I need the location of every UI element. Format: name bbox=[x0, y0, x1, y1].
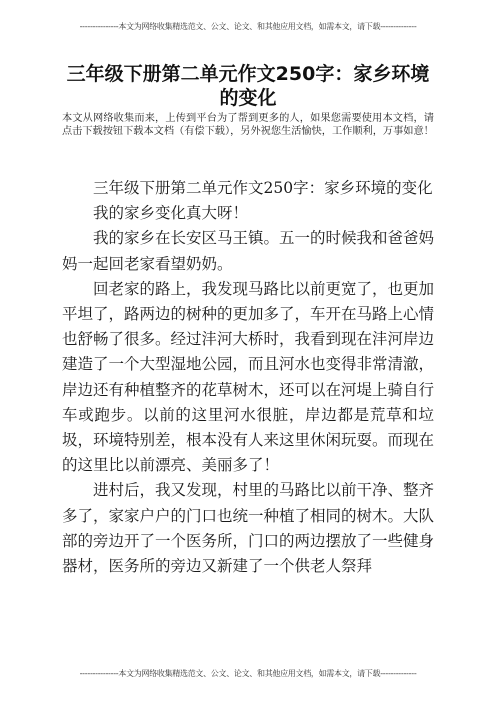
paragraph: 我的家乡变化真大呀！ bbox=[93, 204, 249, 223]
document-body bbox=[62, 176, 434, 579]
paragraph: 进村后，我又发现，村里的马路比以前干净、整齐多了，家家户户的门口也统一种植了相同的树木。大队部的旁边开了一个医务所，门口的两边摆放了一些健身器材，医务所的旁边又新建了一个供老人祭拜 bbox=[62, 481, 435, 576]
paragraph: 三年级下册第二单元作文250字：家乡环境的变化 bbox=[93, 179, 433, 197]
page-header: ---------------本文为网络收集精选范文、公文、论文、和其他应用文档，如需本文，请下载-------------- bbox=[79, 22, 417, 31]
paragraph: 回老家的路上，我发现马路比以前更宽了，也更加平坦了，路两边的树种的更加多了，车开在马路上心情也舒畅了很多。经过沣河大桥时，我看到现在沣河岸边建造了一个大型湿地公园，而且河水也变得非常清澈，岸边还有种植整齐的花草树木，还可以在河堤上骑自行车或跑步。以前的这里河水很脏，岸边都是荒草和垃圾，环境特别差，根本没有人来这里休闲玩耍。而现在的这里比以前漂亮、美丽多了！ bbox=[62, 279, 435, 475]
download-notice: 本文从网络收集而来，上传到平台为了帮到更多的人，如果您需要使用本文档，请点击下载按钮下载本文档（有偿下载），另外祝您生活愉快，工作顺利，万事如意！ bbox=[62, 113, 434, 137]
paragraph: 我的家乡在长安区马王镇。五一的时候我和爸爸妈妈一起回老家看望奶奶。 bbox=[62, 229, 435, 273]
document-title: 三年级下册第二单元作文250字：家乡环境的变化 bbox=[66, 63, 430, 109]
page-footer: ---------------本文为网络收集精选范文、公文、论文、和其他应用文档，如需本文，请下载-------------- bbox=[79, 669, 417, 678]
